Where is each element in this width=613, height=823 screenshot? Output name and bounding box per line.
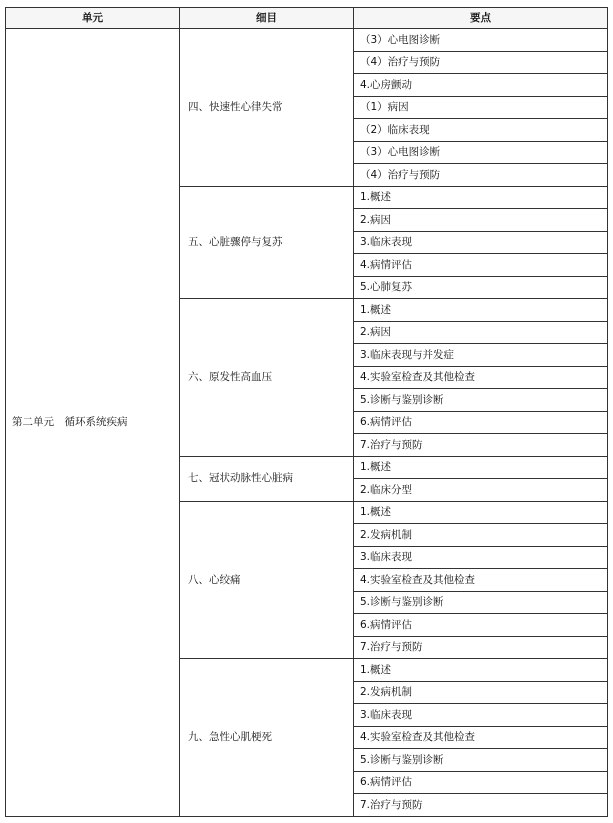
point-item: 5.诊断与鉴别诊断 (354, 389, 608, 412)
point-item: （4）治疗与预防 (354, 164, 608, 187)
point-item: 6.病情评估 (354, 411, 608, 434)
table-row (6, 29, 608, 52)
point-item: （4）治疗与预防 (354, 51, 608, 74)
point-item: 1.概述 (354, 299, 608, 322)
section-title: 八、心绞痛 (180, 501, 354, 659)
point-item: 6.病情评估 (354, 614, 608, 637)
point-item: 1.概述 (354, 456, 608, 479)
point-item: 2.病因 (354, 321, 608, 344)
point-item: 5.诊断与鉴别诊断 (354, 591, 608, 614)
header-points: 要点 (354, 8, 608, 29)
point-item: 5.诊断与鉴别诊断 (354, 749, 608, 772)
point-item: 4.实验室检查及其他检查 (354, 366, 608, 389)
point-item: 5.心肺复苏 (354, 276, 608, 299)
header-unit: 单元 (6, 8, 180, 29)
point-item: 4.心房颤动 (354, 74, 608, 97)
point-item: （1）病因 (354, 96, 608, 119)
point-item: 3.临床表现 (354, 704, 608, 727)
point-item: 1.概述 (354, 186, 608, 209)
point-item: 1.概述 (354, 659, 608, 682)
table-body (6, 29, 608, 817)
point-item: 2.病因 (354, 209, 608, 232)
point-item: 3.临床表现 (354, 546, 608, 569)
point-item: 2.临床分型 (354, 479, 608, 502)
point-item: 4.实验室检查及其他检查 (354, 726, 608, 749)
point-item: 6.病情评估 (354, 771, 608, 794)
point-item: 7.治疗与预防 (354, 434, 608, 457)
point-item: 3.临床表现与并发症 (354, 344, 608, 367)
section-title: 四、快速性心律失常 (180, 29, 354, 187)
unit-cell: 第二单元 循环系统疾病 (6, 29, 180, 817)
point-item: （2）临床表现 (354, 119, 608, 142)
point-item: 4.病情评估 (354, 254, 608, 277)
section-title: 五、心脏骤停与复苏 (180, 186, 354, 299)
syllabus-table (5, 7, 608, 817)
point-item: 2.发病机制 (354, 681, 608, 704)
header-sub: 细目 (180, 8, 354, 29)
point-item: 7.治疗与预防 (354, 794, 608, 817)
point-item: 1.概述 (354, 501, 608, 524)
section-title: 六、原发性高血压 (180, 299, 354, 457)
point-item: 3.临床表现 (354, 231, 608, 254)
point-item: （3）心电图诊断 (354, 141, 608, 164)
point-item: 4.实验室检查及其他检查 (354, 569, 608, 592)
section-title: 九、急性心肌梗死 (180, 659, 354, 817)
point-item: 2.发病机制 (354, 524, 608, 547)
point-item: （3）心电图诊断 (354, 29, 608, 52)
section-title: 七、冠状动脉性心脏病 (180, 456, 354, 501)
point-item: 7.治疗与预防 (354, 636, 608, 659)
header-row (6, 8, 608, 29)
